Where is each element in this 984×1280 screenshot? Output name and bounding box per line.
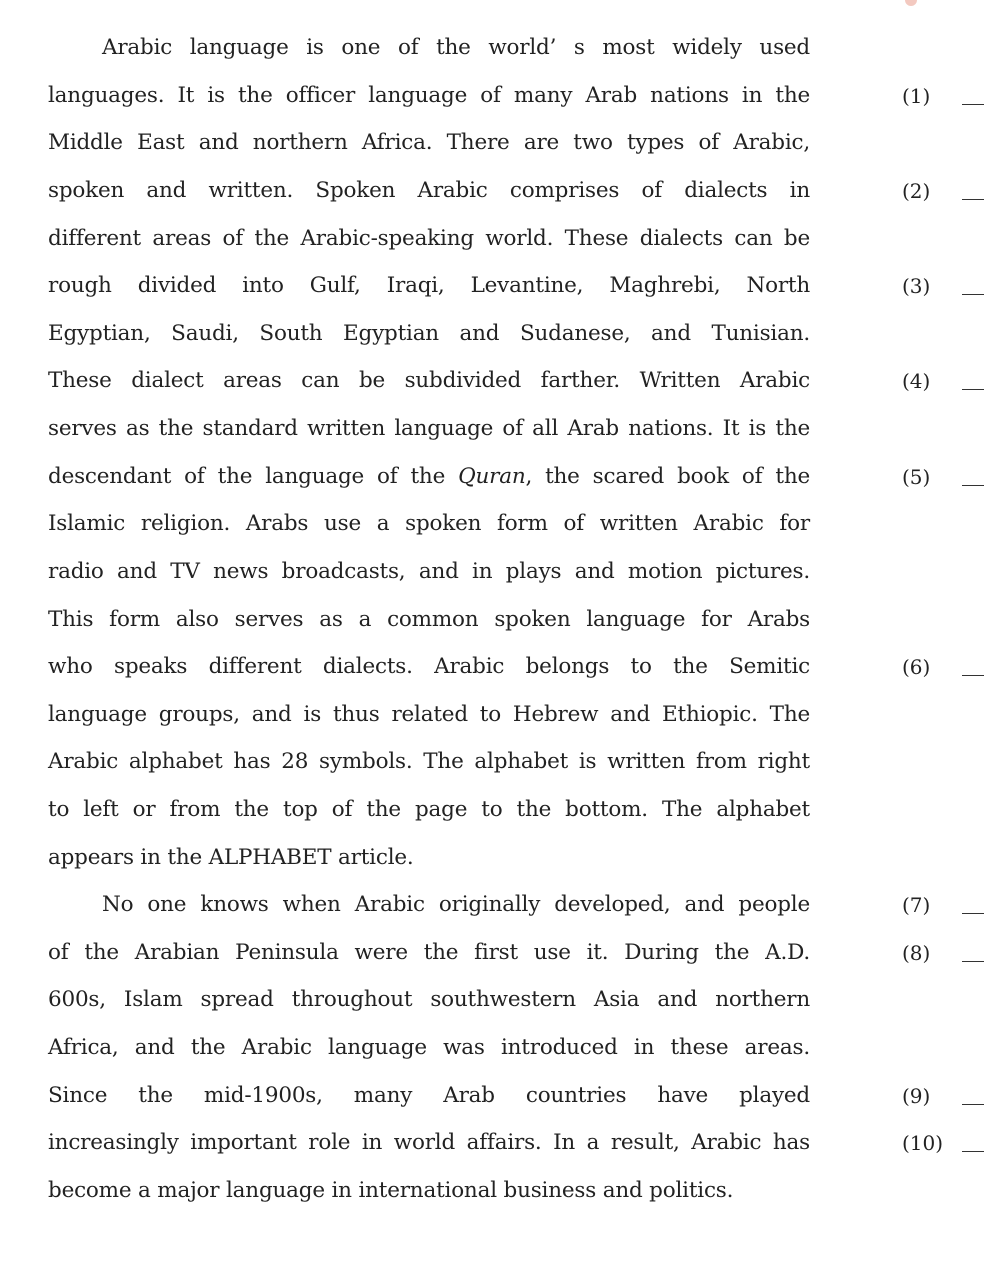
passage-line: This form also serves as a common spoken language for Arabs [48,607,810,632]
answer-blank[interactable] [962,912,984,914]
passage-line: serves as the standard written language of all Arab nations. It is the [48,416,810,441]
question-number: (9) [902,1084,931,1108]
passage-line [48,459,810,495]
passage-line: languages. It is the officer language of many Arab nations in the [48,83,810,108]
red-mark [905,0,917,6]
question-number: (10) [902,1131,944,1155]
answer-blank[interactable] [962,1103,984,1105]
passage-line: Since the mid-1900s, many Arab countries have played [48,1083,810,1108]
answer-blank[interactable] [962,388,984,390]
answer-blank[interactable] [962,1150,984,1152]
question-number: (4) [902,369,931,393]
answer-blank[interactable] [962,198,984,200]
line-text: , the scared book of the [525,464,810,489]
passage-line: become a major language in international business and politics. [48,1178,734,1203]
passage-line: Arabic alphabet has 28 symbols. The alphabet is written from right [48,749,810,774]
book-title: Quran [458,464,526,489]
question-number: (6) [902,655,931,679]
answer-blank[interactable] [962,484,984,486]
passage-line: 600s, Islam spread throughout southwestern Asia and northern [48,987,810,1012]
question-number: (7) [902,893,931,917]
passage-line: Middle East and northern Africa. There are two types of Arabic, [48,130,810,155]
passage-line: These dialect areas can be subdivided farther. Written Arabic [48,368,810,393]
question-number: (8) [902,941,931,965]
passage-line: Islamic religion. Arabs use a spoken form of written Arabic for [48,511,810,536]
answer-blank[interactable] [962,293,984,295]
passage-line: spoken and written. Spoken Arabic comprises of dialects in [48,178,810,203]
passage-line: Africa, and the Arabic language was introduced in these areas. [48,1035,810,1060]
answer-blank[interactable] [962,960,984,962]
line-text: descendant of the language of the [48,464,459,489]
passage-line: appears in the ALPHABET article. [48,845,414,870]
passage-line: radio and TV news broadcasts, and in plays and motion pictures. [48,559,810,584]
passage-line: to left or from the top of the page to the bottom. The alphabet [48,797,810,822]
answer-blank[interactable] [962,103,984,105]
passage-line: rough divided into Gulf, Iraqi, Levantine, Maghrebi, North [48,273,810,298]
question-number: (5) [902,465,931,489]
passage-line: different areas of the Arabic-speaking world. These dialects can be [48,226,810,251]
answer-blank[interactable] [962,674,984,676]
question-number: (1) [902,84,931,108]
passage-line: of the Arabian Peninsula were the first use it. During the A.D. [48,940,810,965]
passage-line: Arabic language is one of the world’ s most widely used [102,35,810,60]
passage-line: increasingly important role in world affairs. In a result, Arabic has [48,1130,810,1155]
passage-line: Egyptian, Saudi, South Egyptian and Sudanese, and Tunisian. [48,321,810,346]
question-number: (2) [902,179,931,203]
passage-line: language groups, and is thus related to Hebrew and Ethiopic. The [48,702,810,727]
passage-line: No one knows when Arabic originally developed, and people [102,892,810,917]
question-number: (3) [902,274,931,298]
passage-line: who speaks different dialects. Arabic belongs to the Semitic [48,654,810,679]
